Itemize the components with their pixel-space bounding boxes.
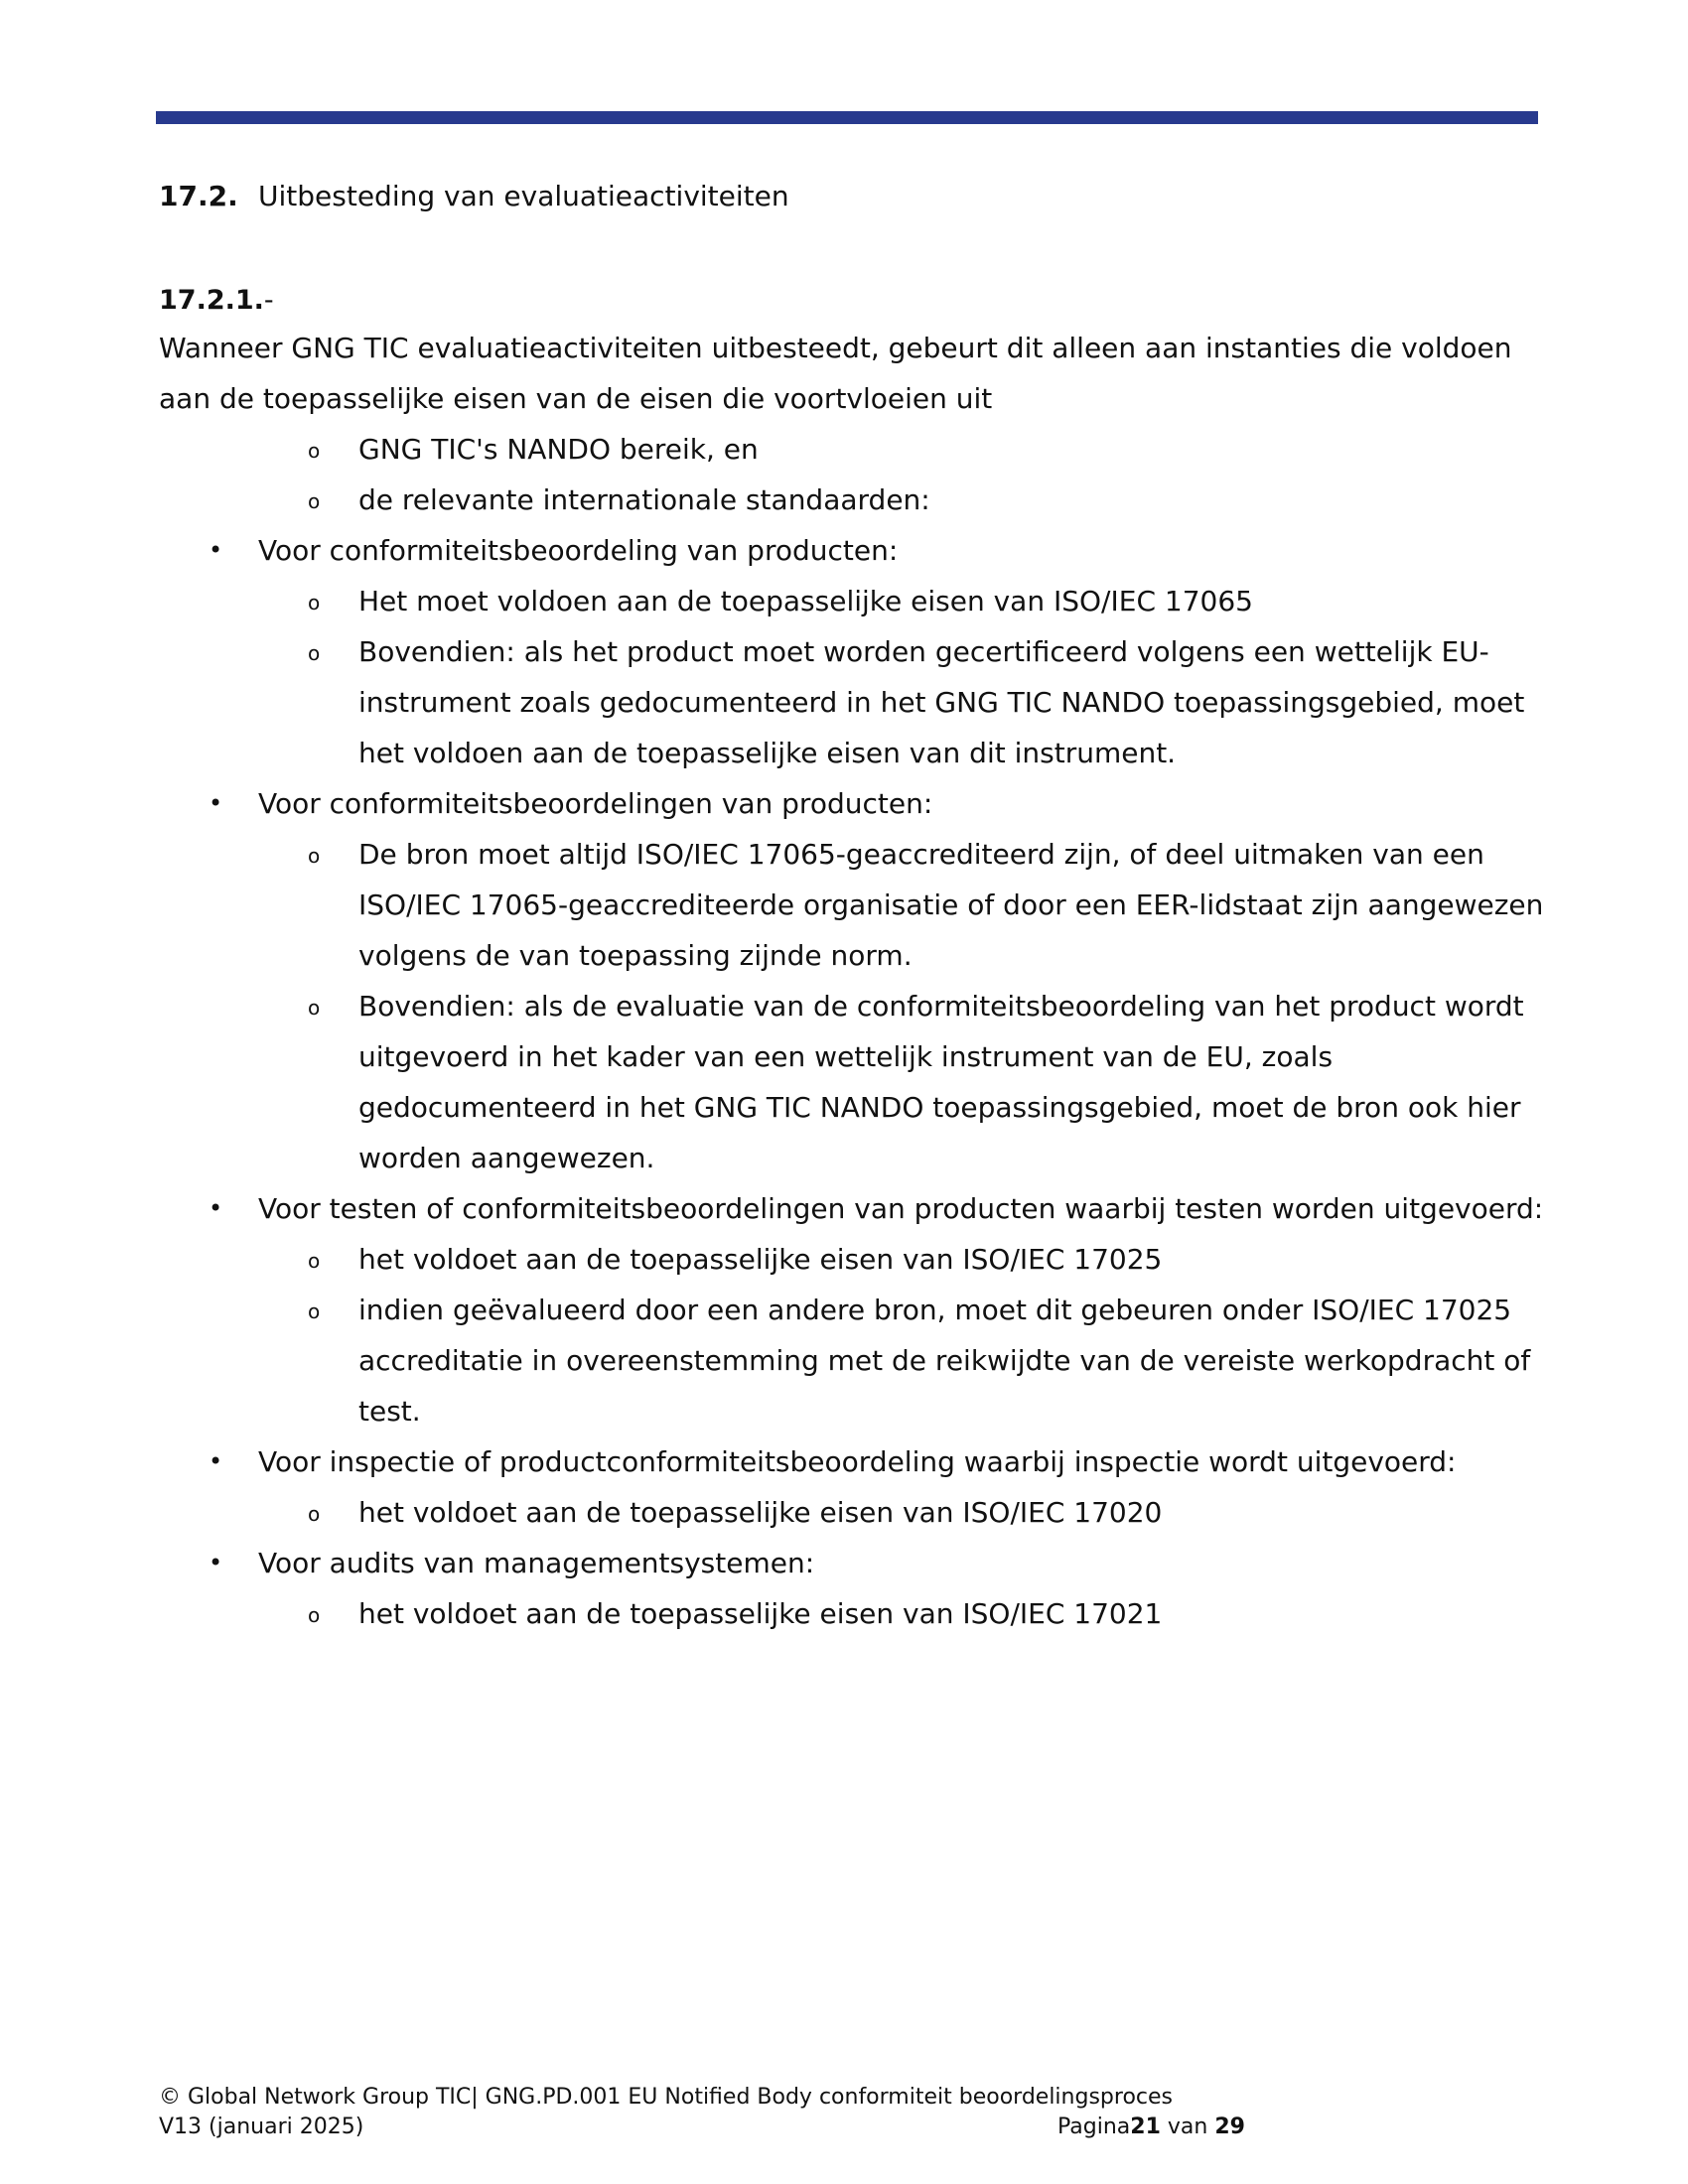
bullet-item: • Voor conformiteitsbeoordelingen van producten:: [159, 778, 1544, 829]
intro-subitem: o GNG TIC's NANDO bereik, en: [159, 424, 1544, 475]
sub-bullet-item: o indien geëvalueerd door een andere bron, moet dit gebeuren onder ISO/IEC 17025 accreditatie in overeenstemming met de reikwijdte van de vereiste werkopdracht of test.: [159, 1285, 1544, 1436]
bullet-dot-icon: •: [209, 1549, 223, 1576]
bullet-item: • Voor testen of conformiteitsbeoordelingen van producten waarbij testen worden uitgevoerd:: [159, 1183, 1544, 1234]
circle-bullet-icon: o: [308, 439, 321, 463]
bullet-item: • Voor inspectie of productconformiteitsbeoordeling waarbij inspectie wordt uitgevoerd:: [159, 1436, 1544, 1487]
circle-bullet-icon: o: [308, 489, 321, 513]
circle-bullet-icon: o: [308, 1299, 321, 1323]
circle-bullet-icon: o: [308, 641, 321, 665]
sub-bullet-item: o het voldoet aan de toepasselijke eisen van ISO/IEC 17021: [159, 1588, 1544, 1639]
sub-bullet-item: o het voldoet aan de toepasselijke eisen van ISO/IEC 17020: [159, 1487, 1544, 1538]
sub-bullet-item: o Het moet voldoen aan de toepasselijke eisen van ISO/IEC 17065: [159, 576, 1544, 626]
bullet-dot-icon: •: [209, 1447, 223, 1475]
subsection-heading: [159, 281, 274, 321]
bullet-item: • Voor audits van managementsystemen:: [159, 1538, 1544, 1588]
circle-bullet-icon: o: [308, 996, 321, 1020]
circle-bullet-icon: o: [308, 1603, 321, 1627]
footer-copyright: © Global Network Group TIC| GNG.PD.001 EU Notified Body conformiteit beoordelingsproces: [159, 2085, 1173, 2110]
header-rule: [156, 111, 1538, 124]
section-title: Uitbesteding van evaluatieactiviteiten: [258, 180, 789, 212]
circle-bullet-icon: o: [308, 591, 321, 614]
page-number: Pagina21 van 29: [1057, 2115, 1245, 2139]
sub-bullet-item: o Bovendien: als de evaluatie van de conformiteitsbeoordeling van het product wordt uitgevoerd in het kader van een wettelijk instrument van de EU, zoals gedocumenteerd in het GNG TIC NANDO toepassingsgebied, moet de bron ook hier worden aangewezen.: [159, 981, 1544, 1183]
circle-bullet-icon: o: [308, 844, 321, 868]
circle-bullet-icon: o: [308, 1502, 321, 1526]
intro-subitem: o de relevante internationale standaarden:: [159, 475, 1544, 525]
sub-bullet-item: o Bovendien: als het product moet worden gecertificeerd volgens een wettelijk EU-instrument zoals gedocumenteerd in het GNG TIC NANDO toepassingsgebied, moet het voldoen aan de toepasselijke eisen van dit instrument.: [159, 626, 1544, 778]
bullet-dot-icon: •: [209, 1194, 223, 1222]
subsection-number: 17.2.1.: [159, 285, 264, 316]
section-body: [159, 323, 1544, 1639]
circle-bullet-icon: o: [308, 1249, 321, 1273]
subsection-suffix: -: [263, 285, 274, 316]
sub-bullet-item: o het voldoet aan de toepasselijke eisen van ISO/IEC 17025: [159, 1234, 1544, 1285]
bullet-dot-icon: •: [209, 536, 223, 564]
bullet-dot-icon: •: [209, 789, 223, 817]
section-number: 17.2.: [159, 180, 238, 212]
page-footer: [159, 2083, 1245, 2142]
intro-paragraph: Wanneer GNG TIC evaluatieactiviteiten uitbesteedt, gebeurt dit alleen aan instanties die voldoen aan de toepasselijke eisen van de eisen die voortvloeien uit: [159, 332, 1512, 415]
sub-bullet-item: o De bron moet altijd ISO/IEC 17065-geaccrediteerd zijn, of deel uitmaken van een ISO/IEC 17065-geaccrediteerde organisatie of door een EER-lidstaat zijn aangewezen volgens de van toepassing zijnde norm.: [159, 829, 1544, 981]
section-heading: [159, 177, 789, 216]
footer-version: V13 (januari 2025): [159, 2115, 364, 2139]
bullet-item: • Voor conformiteitsbeoordeling van producten:: [159, 525, 1544, 576]
